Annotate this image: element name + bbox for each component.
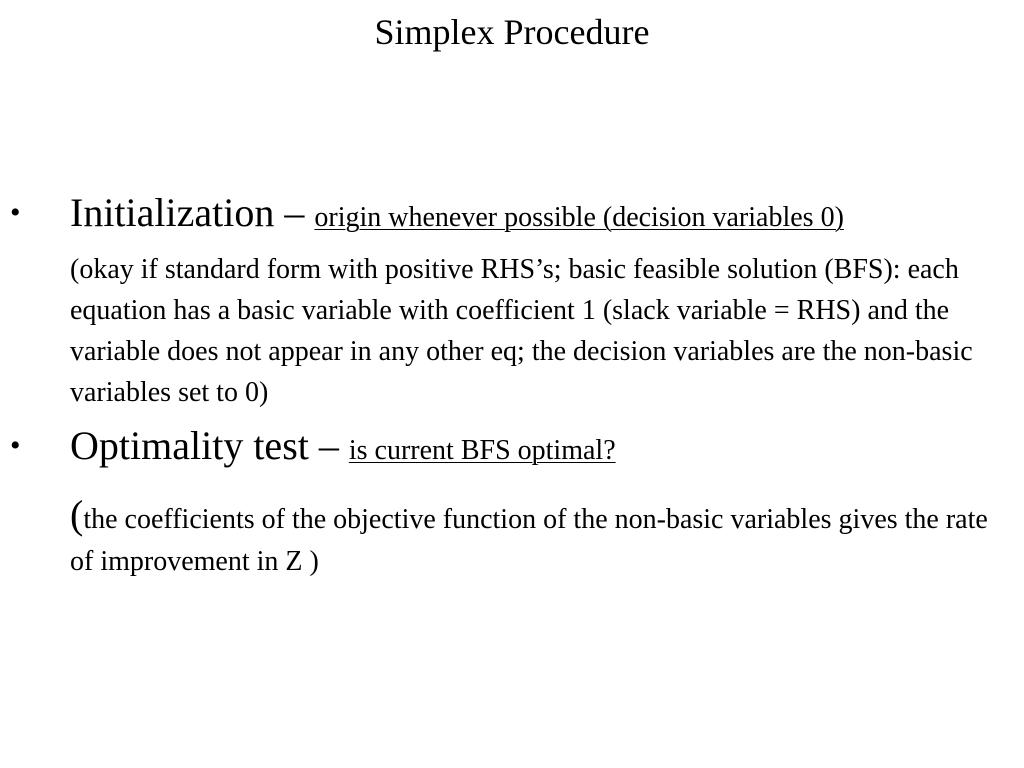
open-paren: (	[70, 492, 84, 537]
bullet-heading: Optimality test	[70, 423, 309, 468]
bullet-underlined-text: origin whenever possible (decision variables 0)	[314, 202, 844, 233]
bullet-lead	[70, 421, 1010, 476]
bullet-dash: –	[318, 423, 339, 468]
slide-title: Simplex Procedure	[374, 12, 650, 52]
bullet-dash: –	[284, 190, 305, 235]
bullet-icon: •	[10, 196, 21, 229]
bullet-heading: Initialization	[70, 190, 275, 235]
bullet-optimality-test	[0, 421, 1024, 583]
bullet-icon: •	[10, 429, 21, 462]
bullet-detail-text: the coefficients of the objective function of the non-basic variables gives the rate of improvement in Z )	[70, 504, 988, 577]
bullet-detail: (okay if standard form with positive RHS’s; basic feasible solution (BFS): each equation has a basic variable with coefficient 1 (slack variable = RHS) and the variable does not appear in any other eq; the decision variables are the non-basic variables set to 0)	[70, 254, 973, 408]
bullet-underlined-text: is current BFS optimal?	[348, 435, 616, 466]
bullet-initialization	[0, 188, 1024, 413]
bullet-list	[0, 188, 1024, 583]
bullet-lead	[70, 188, 1010, 243]
bullet-detail	[70, 494, 1010, 583]
